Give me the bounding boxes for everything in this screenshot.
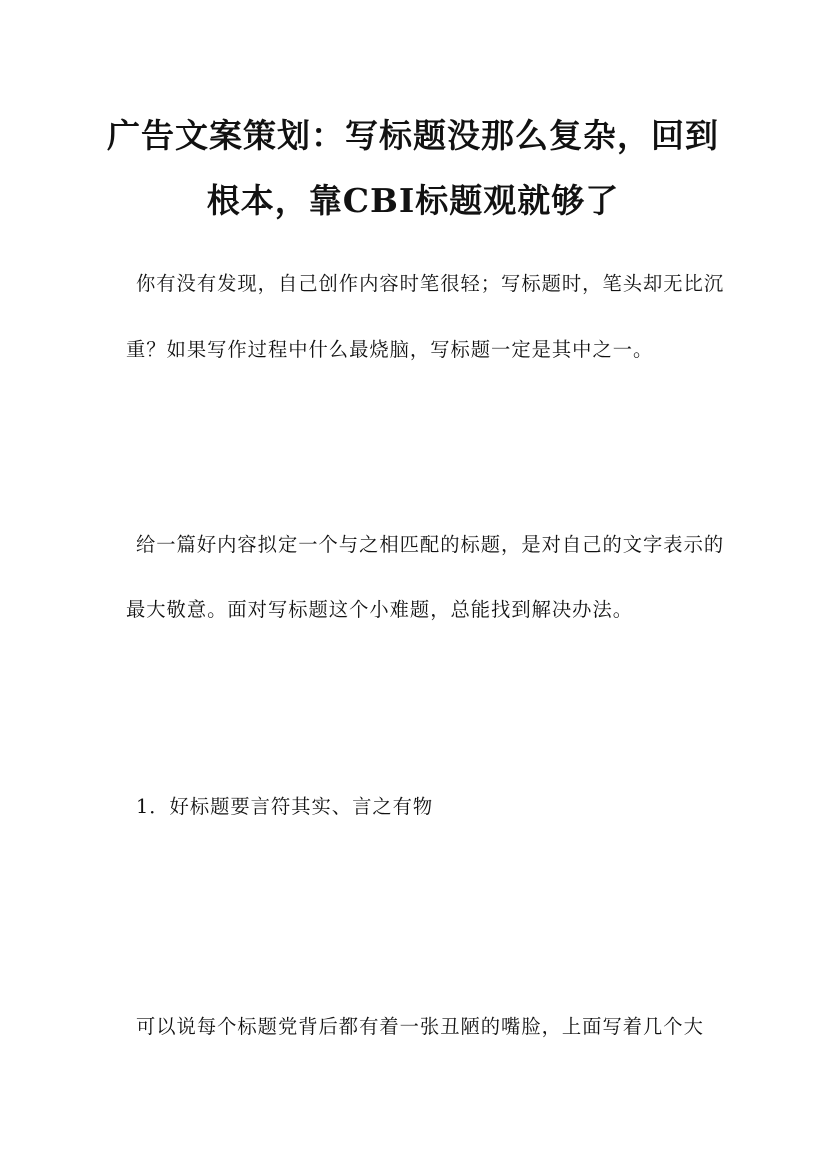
paragraph-3-line-1: 可以说每个标题党背后都有着一张丑陋的嘴脸，上面写着几个大 — [136, 1015, 704, 1038]
paragraph-1-line-2: 重？如果写作过程中什么最烧脑，写标题一定是其中之一。 — [126, 338, 654, 361]
document-title-line-2: 根本，靠CBI标题观就够了 — [206, 181, 620, 220]
paragraph-2-line-1: 给一篇好内容拟定一个与之相匹配的标题，是对自己的文字表示的 — [136, 533, 725, 556]
section-heading-1: 1．好标题要言符其实、言之有物 — [136, 795, 434, 818]
paragraph-2-line-2: 最大敬意。面对写标题这个小难题，总能找到解决办法。 — [126, 598, 634, 621]
paragraph-1-line-1: 你有没有发现，自己创作内容时笔很轻；写标题时，笔头却无比沉 — [136, 272, 725, 295]
document-title-line-1: 广告文案策划：写标题没那么复杂，回到 — [107, 116, 719, 155]
